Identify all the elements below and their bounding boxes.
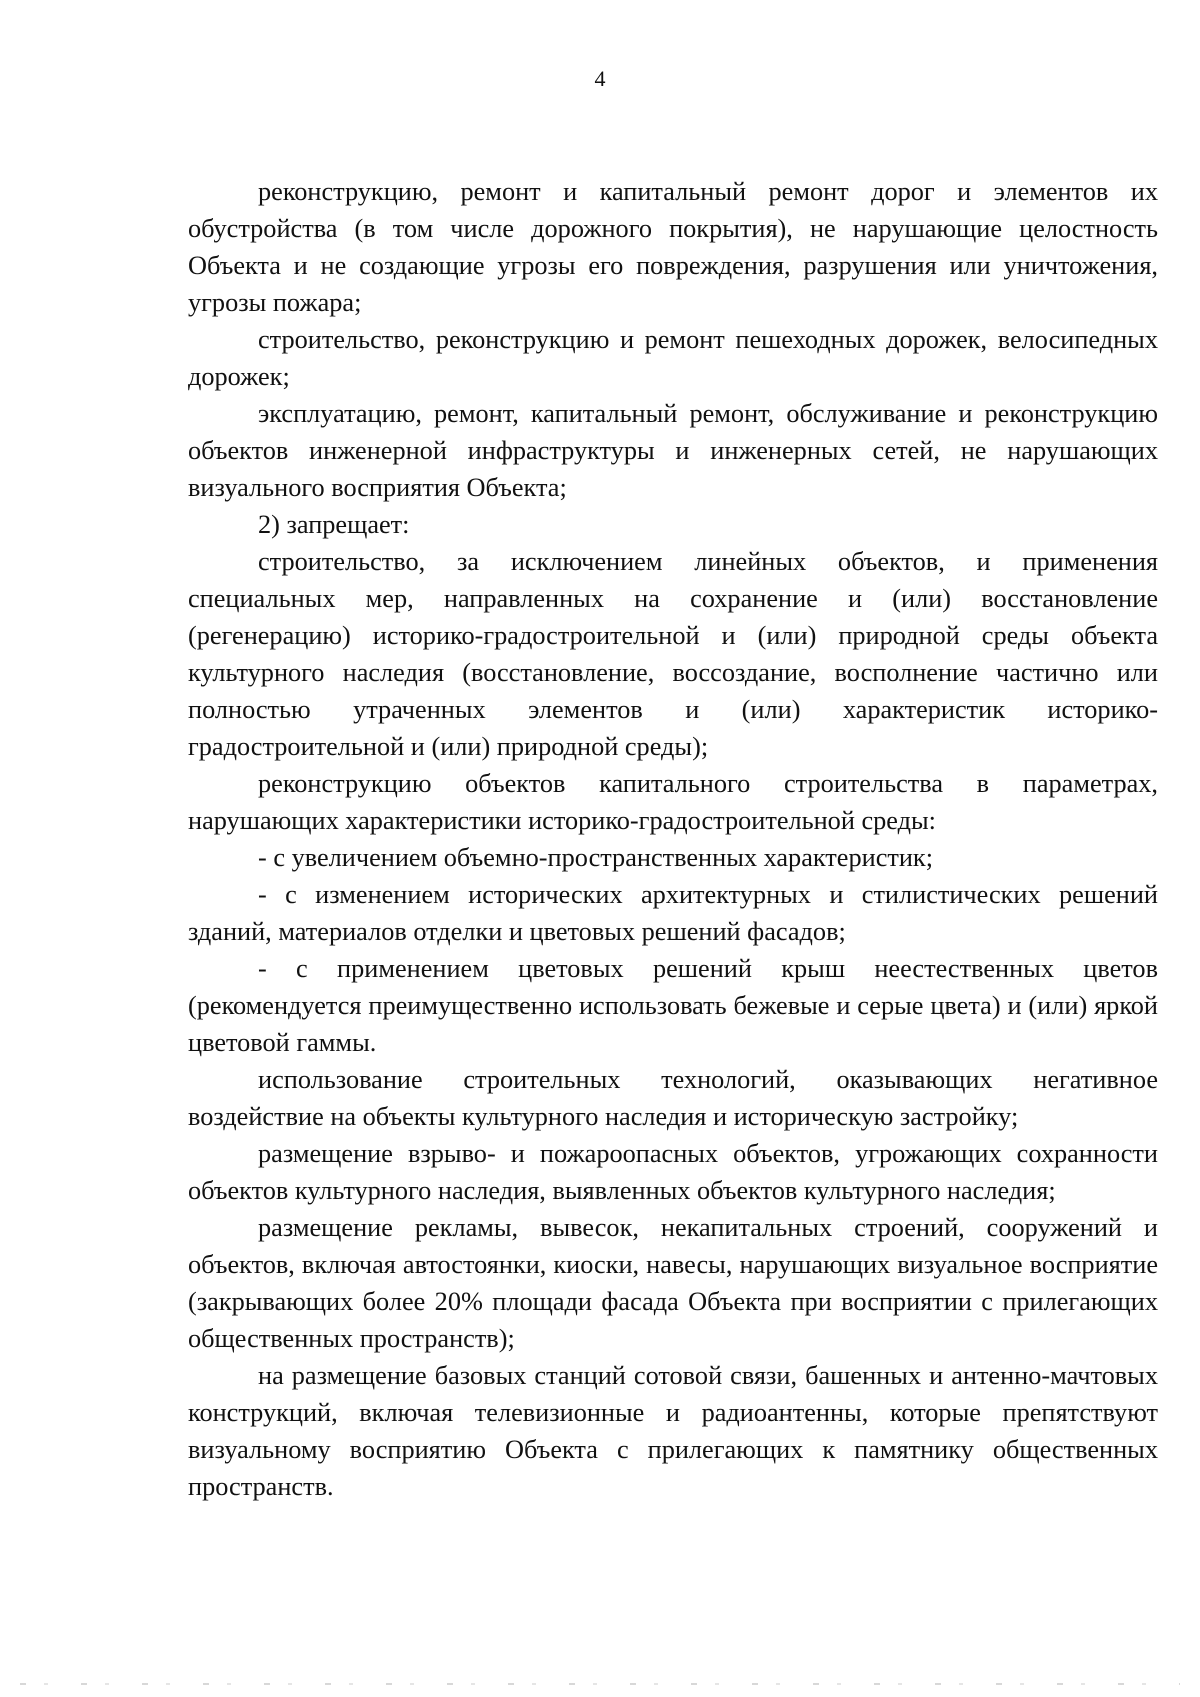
paragraph-construction-exception: строительство, за исключением линейных объектов, и применения специальных мер, направленных на сохранение и (или) восстановление (регенерацию) историко-градостроительной и (или) природной среды объекта культурного наследия (восстановление, воссоздание, восполнение частично или полностью утраченных элементов и (или) характеристик историко-градостроительной и (или) природной среды);	[188, 547, 1158, 761]
paragraph-reconstruction-parameters: реконструкцию объектов капитального строительства в параметрах, нарушающих характеристики историко-градостроительной среды:	[188, 769, 1158, 835]
paragraph-pedestrian-paths: строительство, реконструкцию и ремонт пешеходных дорожек, велосипедных дорожек;	[188, 325, 1158, 391]
paragraph-cell-towers: на размещение базовых станций сотовой связи, башенных и антенно-мачтовых конструкций, включая телевизионные и радиоантенны, которые препятствуют визуальному восприятию Объекта с прилегающих к памятнику общественных пространств.	[188, 1361, 1158, 1501]
list-item-architectural-changes: - с изменением исторических архитектурных и стилистических решений зданий, материалов отделки и цветовых решений фасадов;	[188, 880, 1158, 946]
page-number: 4	[594, 66, 606, 91]
list-item-volume-increase: - с увеличением объемно-пространственных характеристик;	[258, 843, 934, 872]
document-body	[188, 173, 1158, 1505]
paragraph-engineering-networks: эксплуатацию, ремонт, капитальный ремонт, обслуживание и реконструкцию объектов инженерной инфраструктуры и инженерных сетей, не нарушающих визуального восприятия Объекта;	[188, 399, 1158, 502]
list-item-roof-colors: - с применением цветовых решений крыш неестественных цветов (рекомендуется преимущественно использовать бежевые и серые цвета) и (или) яркой цветовой гаммы.	[188, 954, 1158, 1057]
paragraph-construction-technologies: использование строительных технологий, оказывающих негативное воздействие на объекты культурного наследия и историческую застройку;	[188, 1065, 1158, 1131]
paragraph-prohibits-heading: 2) запрещает:	[258, 510, 410, 539]
paragraph-hazardous-objects: размещение взрыво- и пожароопасных объектов, угрожающих сохранности объектов культурного наследия, выявленных объектов культурного наследия;	[188, 1139, 1158, 1205]
scan-noise-divider	[20, 1683, 1180, 1685]
paragraph-road-works: реконструкцию, ремонт и капитальный ремонт дорог и элементов их обустройства (в том числе дорожного покрытия), не нарушающие целостность Объекта и не создающие угрозы его повреждения, разрушения или уничтожения, угрозы пожара;	[188, 177, 1158, 317]
paragraph-advertising: размещение рекламы, вывесок, некапитальных строений, сооружений и объектов, включая автостоянки, киоски, навесы, нарушающих визуальное восприятие (закрывающих более 20% площади фасада Объекта при восприятии с прилегающих общественных пространств);	[188, 1213, 1158, 1353]
